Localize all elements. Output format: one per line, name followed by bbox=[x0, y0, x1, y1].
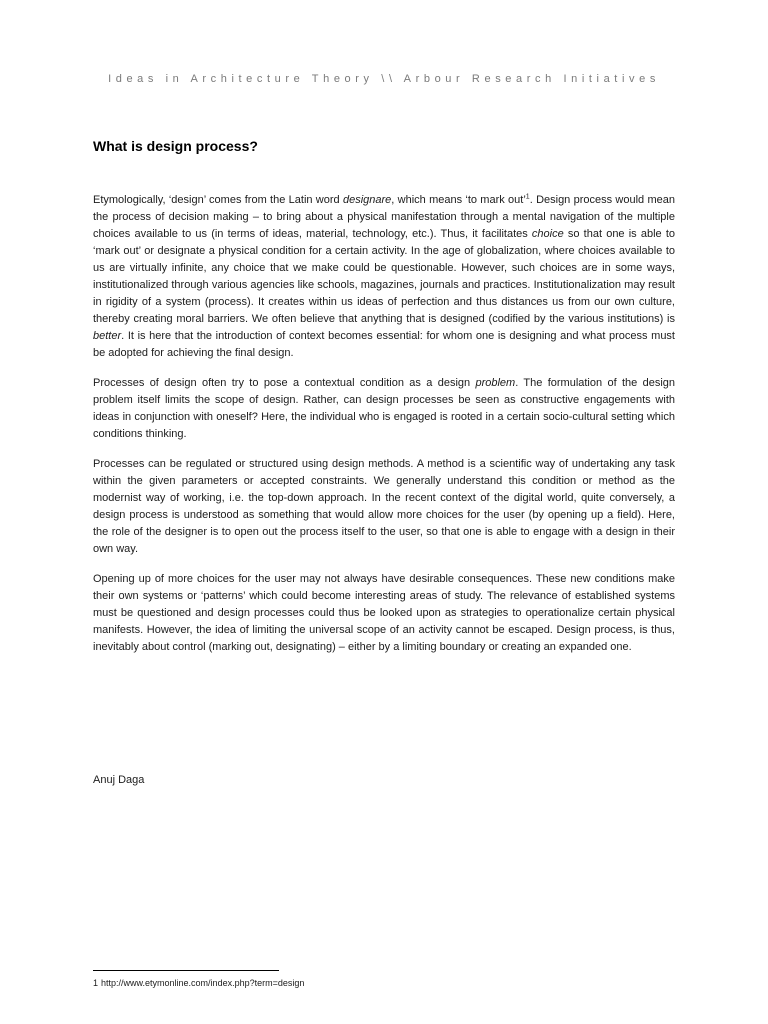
footnote-link[interactable]: http://www.etymonline.com/index.php?term=design bbox=[101, 978, 305, 988]
paragraph-1 bbox=[93, 192, 675, 362]
paragraph-text: . It is here that the introduction of context becomes essential: for whom one is designing and what process must be adopted for achieving the final design. bbox=[93, 330, 675, 359]
running-header: Ideas in Architecture Theory \\ Arbour Research Initiatives bbox=[108, 73, 660, 85]
paragraph-2 bbox=[93, 375, 675, 443]
footnote-divider bbox=[93, 970, 279, 971]
body-text bbox=[93, 192, 675, 669]
emphasis-designare: designare bbox=[342, 194, 392, 206]
emphasis-choice: choice bbox=[531, 228, 564, 240]
paragraph-text: so that one is able to ‘mark out’ or designate a physical condition for a certain activity. In the age of globalization, where choices available to us are virtually infinite, any choice that we make could be questionable. However, such choices are in some ways, institutionalized through various agencies like schools, magazines, journals and practices. Institutionalization may result in rigidity of a system (process). It creates within us ideas of perfection and thus distances us from our own culture, thereby creating moral barriers. We often believe that anything that is designed (codified by the various institutions) is bbox=[93, 228, 675, 325]
paragraph-text: . Design process would mean the process of decision making – to bring about a physical manifestation through a mental navigation of the multiple choices available to us (in terms of ideas, material, technology, etc.). Thus, it facilitates bbox=[93, 194, 675, 240]
paragraph-3: Processes can be regulated or structured using design methods. A method is a scientific way of undertaking any task within the given parameters or accepted constraints. We generally understand this condition or method as the modernist way of working, i.e. the top-down approach. In the recent context of the digital world, quite conversely, a design process is understood as something that would allow more choices for the user (by opening up a field). Here, the role of the designer is to open out the process itself to the user, so that one is able to engage with a design in their own way. bbox=[93, 458, 675, 555]
paragraph-text: Processes of design often try to pose a contextual condition as a design bbox=[93, 377, 476, 389]
emphasis-problem: problem bbox=[475, 377, 516, 389]
paragraph-4: Opening up of more choices for the user may not always have desirable consequences. These new conditions make their own systems or ‘patterns’ which could become interesting areas of study. The relevance of established systems must be questioned and design processes could thus be looked upon as strategies to operationalize certain physical manifests. However, the idea of limiting the universal scope of an activity cannot be escaped. Design process, is thus, inevitably about control (marking out, designating) – either by a limiting boundary or creating an expanded one. bbox=[93, 573, 675, 653]
footnote bbox=[93, 978, 304, 988]
emphasis-better: better bbox=[93, 330, 122, 342]
footnote-reference[interactable]: 1 bbox=[525, 193, 530, 201]
author-name: Anuj Daga bbox=[93, 774, 145, 786]
footnote-marker: 1 bbox=[93, 978, 99, 988]
page-title: What is design process? bbox=[93, 138, 258, 154]
paragraph-text: Etymologically, ‘design’ comes from the Latin word bbox=[93, 194, 343, 206]
paragraph-text: . The formulation of the design problem itself limits the scope of design. Rather, can design processes be seen as constructive engagements with ideas in conjunction with oneself? Here, the individual who is engaged is rooted in a certain socio-cultural setting which conditions thinking. bbox=[93, 377, 676, 440]
paragraph-text: , which means ‘to mark out’ bbox=[391, 194, 526, 206]
